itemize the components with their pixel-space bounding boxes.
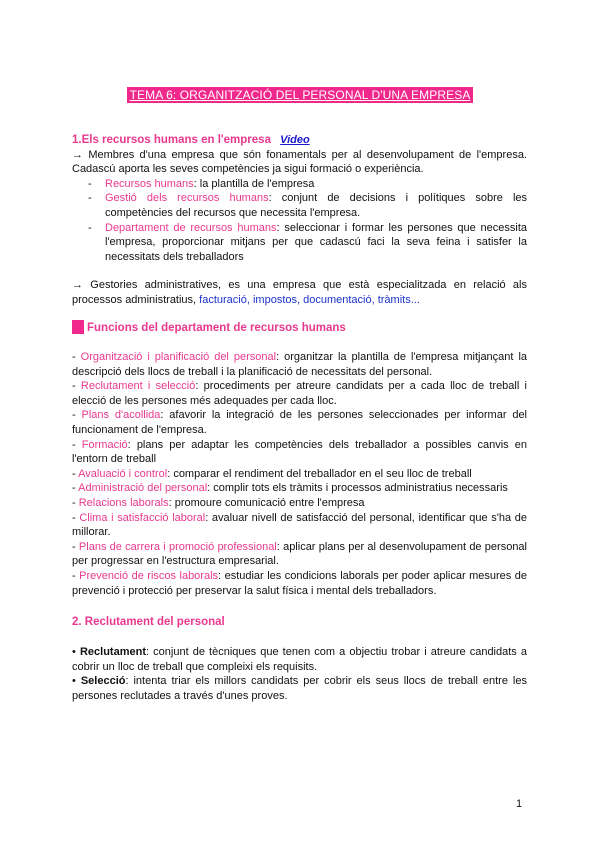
list-item: - Departament de recursos humans: seleccionar i formar les persones que necessita l'empresa, proporcionar mitjans per que cadascú faci la seva feina i satisfer la necessitats dels treballadors <box>88 221 527 263</box>
funcions-list <box>72 350 527 598</box>
document-title: TEMA 6: ORGANITZACIÓ DEL PERSONAL D'UNA EMPRESA <box>127 87 474 103</box>
list-item: - Plans d'acollida: afavorir la integració de les persones seleccionades per informar del funcionament de l'empresa. <box>72 409 528 436</box>
list-item: - Clima i satisfacció laboral: avaluar nivell de satisfacció del personal, identificar que s'ha de millorar. <box>72 511 527 539</box>
gestories-paragraph <box>72 278 527 307</box>
section-1 <box>72 133 527 264</box>
section-1-heading-text: 1.Els recursos humans en l'empresa <box>72 134 271 146</box>
gestories-text: → Gestories administratives, es una empresa que està especialitzada en relació als processos administratius, <box>72 279 527 306</box>
list-item: - Gestió dels recursos humans: conjunt de decisions i polítiques sobre les competències del recursos que necessita l'empresa. <box>88 192 528 219</box>
funcions-heading: Funcions del departament de recursos humans <box>87 322 346 334</box>
section-2-heading-row <box>72 615 527 630</box>
list-item: - Reclutament i selecció: procediments per atreure candidats per a cada lloc de treball i elecció de les persones més adequades per cada lloc. <box>72 380 527 407</box>
list-item: - Recursos humans: la plantilla de l'empresa <box>88 177 315 190</box>
video-link[interactable]: Video <box>280 134 310 146</box>
list-item: • Selecció: intenta triar els millors candidats per cobrir els seus llocs de treball entre les persones reclutades a través d'unes proves. <box>72 675 527 702</box>
list-item: - Organització i planificació del personal: organitzar la plantilla de l'empresa mitjançant la descripció dels llocs de treball i la planificació de necessitats del personal. <box>72 351 528 378</box>
section-1-intro: → Membres d'una empresa que són fonamentals per al desenvolupament de l'empresa. Cadascú aporta les seves competències ja sigui formació o experiència. <box>72 148 527 176</box>
list-item: - Administració del personal: complir tots els tràmits i processos administratius necessaris <box>72 482 508 495</box>
list-item: - Plans de carrera i promoció professional: aplicar plans per al desenvolupament de personal per progressar en l'estructura empresarial. <box>72 540 527 568</box>
list-item: - Relacions laborals: promoure comunicació entre l'empresa <box>72 496 365 509</box>
title-wrap <box>0 86 600 104</box>
section-2-list <box>72 645 527 703</box>
funcions-heading-row <box>72 320 527 336</box>
list-item: • Reclutament: conjunt de tècniques que tenen com a objectiu trobar i atreure candidats a cobrir un lloc de treball que compleixi els requisits. <box>72 646 528 673</box>
page-number: 1 <box>516 798 523 810</box>
section-1-list <box>72 177 527 265</box>
pink-square-icon <box>72 320 84 334</box>
list-item: - Prevenció de riscos laborals: estudiar les condicions laborals per poder aplicar mesures de prevenció i protecció per preservar la salut física i mental dels treballadors. <box>72 569 527 597</box>
list-item: - Formació: plans per adaptar les competències dels treballador a possibles canvis en l'entorn de treball <box>72 438 527 466</box>
section-2-heading: 2. Reclutament del personal <box>72 616 225 628</box>
list-item: - Avaluació i control: comparar el rendiment del treballador en el seu lloc de treball <box>72 467 472 480</box>
gestories-highlight: facturació, impostos, documentació, tràmits... <box>199 293 420 306</box>
section-1-heading <box>72 133 527 148</box>
